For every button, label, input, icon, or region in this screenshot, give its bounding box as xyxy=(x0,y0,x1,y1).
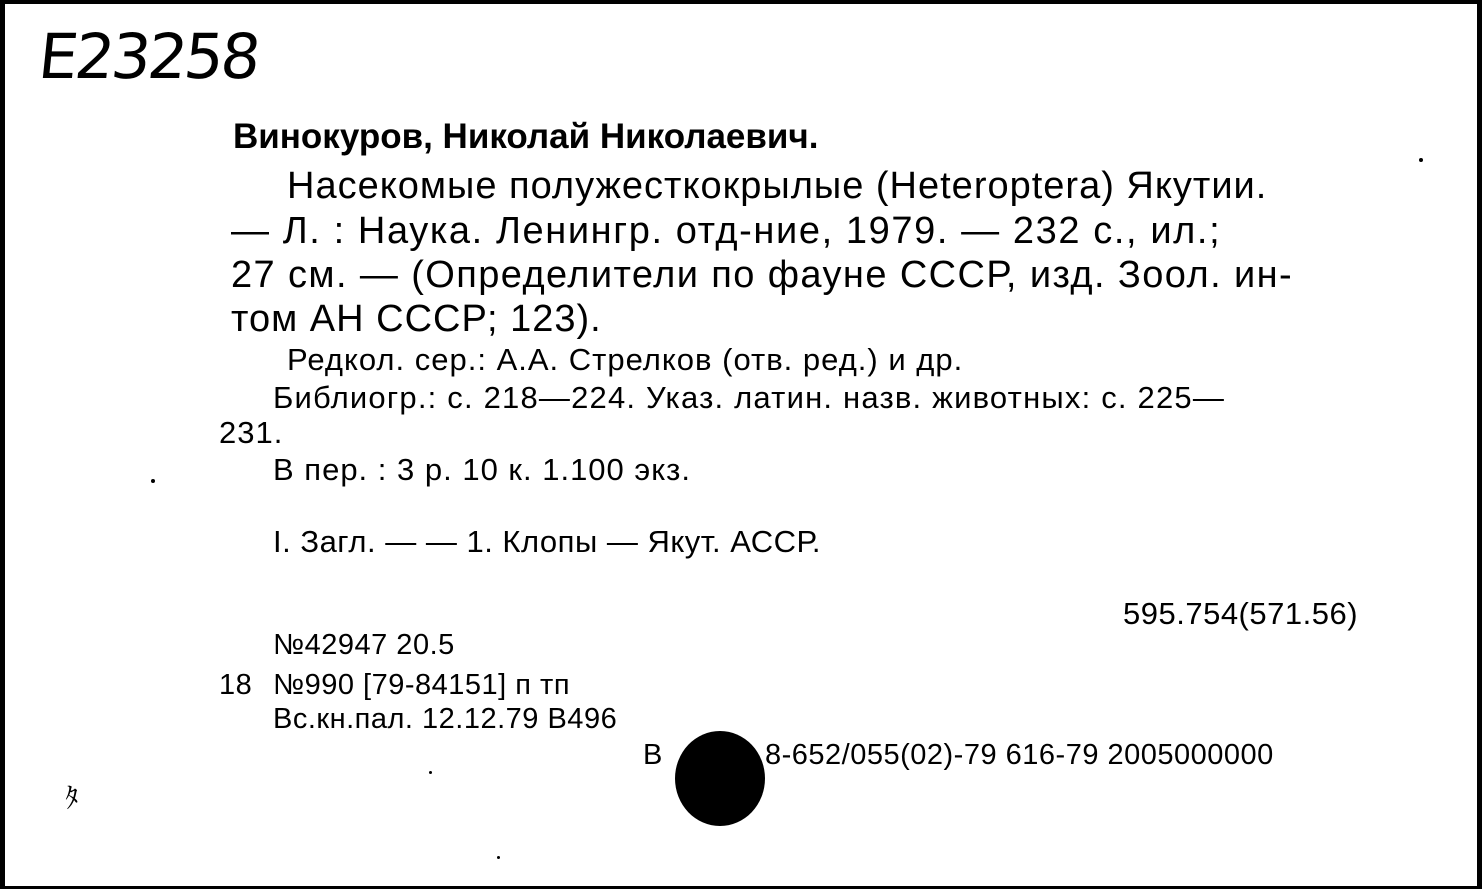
punch-hole xyxy=(675,731,765,826)
bibliography-line-1: Библиогр.: с. 218—224. Указ. латин. назв. животных: с. 225— xyxy=(273,380,1226,415)
title-line-3: 27 см. — (Определители по фауне СССР, изд. Зоол. ин- xyxy=(231,254,1294,296)
price-print-run: В пер. : 3 р. 10 к. 1.100 экз. xyxy=(273,452,691,487)
title-line-4: том АН СССР; 123). xyxy=(231,298,602,340)
accession-number: №42947 20.5 xyxy=(273,629,455,661)
code-prefix: В xyxy=(643,739,663,771)
author-heading: Винокуров, Николай Николаевич. xyxy=(233,117,819,156)
call-number: E23258 xyxy=(35,20,262,93)
order-prefix: 18 xyxy=(219,669,253,701)
udc-number: 595.754(571.56) xyxy=(1123,596,1359,631)
title-line-2: — Л. : Наука. Ленингр. отд-ние, 1979. — 232 с., ил.; xyxy=(231,210,1222,252)
speck xyxy=(151,479,155,483)
editorial-board: Редкол. сер.: А.А. Стрелков (отв. ред.) и др. xyxy=(287,342,964,377)
margin-mark: ﾀ xyxy=(62,781,82,814)
catalog-code: 8-652/055(02)-79 616-79 2005000000 xyxy=(765,739,1274,771)
title-line-1: Насекомые полужесткокрылые (Heteroptera) Якутии. xyxy=(287,165,1268,207)
speck xyxy=(497,856,500,859)
bibliography-line-2: 231. xyxy=(219,415,284,450)
speck xyxy=(429,771,432,774)
speck xyxy=(1419,158,1423,162)
subject-headings: I. Загл. — — 1. Клопы — Якут. АССР. xyxy=(273,524,821,559)
order-number: №990 [79-84151] п тп xyxy=(273,669,571,701)
book-chamber-record: Вс.кн.пал. 12.12.79 В496 xyxy=(273,703,618,735)
